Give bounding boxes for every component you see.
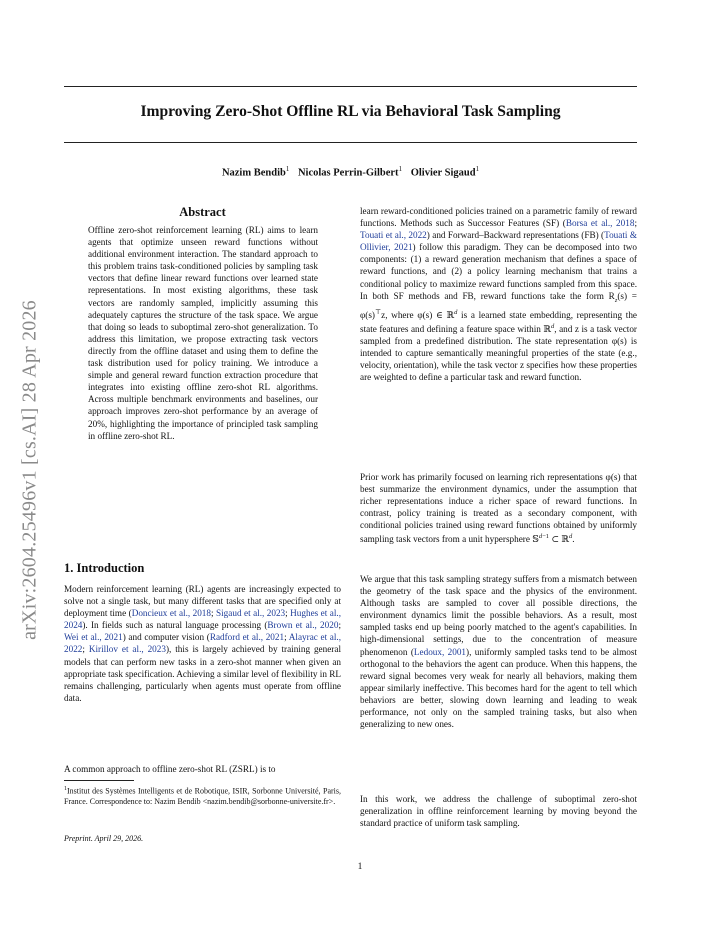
affiliation-mark: 1 [285,165,290,173]
right-paragraph-4: In this work, we address the challenge of suboptimal zero-shot generalization in offline reinforcement learning by moving beyond the standard practice of uniform task sampling. [360,794,637,829]
citation-link[interactable]: Touati et al., 2022 [360,230,427,241]
page-number: 1 [357,862,363,872]
abstract-text: Offline zero-shot reinforcement learning (RL) aims to learn agents that optimize unseen reward functions without additional environment interaction. The standard approach to this problem trains task-conditioned policies by sampling task vectors that define linear reward functions over learned state representations. In most existing algorithms, these task vectors are randomly sampled, implicitly assuming this adequately captures the structure of the task space. We argue that doing so leads to suboptimal zero-shot generalization. To address this limitation, we propose extracting task vectors directly from the offline dataset and using them to define the task distribution used for policy training. We introduce a simple and general reward function extraction procedure that integrates into existing offline zero-shot RL algorithms. Across multiple benchmark environments and baselines, our approach improves zero-shot performance by an average of 20%, highlighting the importance of principled task sampling in offline zero-shot RL. [88,225,318,441]
author-list [64,165,637,179]
title-top-rule [64,86,637,87]
citation-link[interactable]: Wei et al., 2021 [64,632,123,643]
abstract-heading: Abstract [179,205,226,219]
citation-link[interactable]: Kirillov et al., 2023 [88,644,166,655]
preprint-date: Preprint. April 29, 2026. [64,834,144,843]
citation-link[interactable]: Brown et al., 2020 [267,620,339,631]
author-name: Nicolas Perrin-Gilbert [297,167,399,179]
right-paragraph-3: We argue that this task sampling strategy suffers from a mismatch between the geometry of the task space and the physics of the environment. Although tasks are sampled to cover all possible directions, the environment dynamics limit the possible behaviors. As a result, most sampled tasks end up being poorly matched to the agent's capabilities. In high-dimensional settings, due to the concentration of measure phenomenon (Ledoux, 2001), uniformly sampled tasks tend to be almost orthogonal to the behaviors the agent can produce. When this happens, the reward signal becomes very weak for nearly all behaviors, making them appear similarly ineffective. This becomes hard for the agent to tell which behaviors are better, slowing down learning and leading to weak performance, not only on the sampled training tasks, but also when generalizing to new ones. [360,574,637,730]
citation-link[interactable]: Sigaud et al., 2023 [216,608,286,619]
citation-link[interactable]: Radford et al., 2021 [209,632,285,643]
right-paragraph-1: learn reward-conditioned policies trained on a parametric family of reward functions. Methods such as Successor Features (SF) (Borsa et al., 2018; Touati et al., 2022) and Forward–Backward representations (FB) (Touati & Ollivier, 2021) follow this paradigm. They can be decomposed into two components: (1) a reward generation mechanism that defines a space of reward functions, and (2) a policy learning mechanism that trains a conditional policy to maximize reward functions sampled from this space. In both SF methods and FB, reward functions take the form $R_z(s) = \varphi(s)^⊤z$, where φ(s) ∈ ℝ$^d$ is a learned state embedding, representing the state features and defining a feature space within ℝ$^d$, and z is a task vector sampled from a predefined distribution. The state representation φ(s) is intended to capture semantically meaningful properties of the state (e.g., velocity, orientation), while the task vector z specifies how these properties are weighted to define a particular task and reward function. [360,206,637,383]
citation-link[interactable]: Borsa et al., 2018 [565,218,635,229]
author-name: Nazim Bendib [221,167,286,179]
section-heading-introduction: 1. Introduction [64,561,145,575]
citation-link[interactable]: Hughes et al., 2024 [64,608,341,631]
citation-link[interactable]: Ledoux, 2001 [413,646,467,657]
intro-paragraph-1: Modern reinforcement learning (RL) agents are increasingly expected to solve not a single task, but many different tasks that are specified only at deployment time (Doncieux et al., 2018; Sigaud et al., 2023; Hughes et al., 2024). In fields such as natural language processing (Brown et al., 2020; Wei et al., 2021) and computer vision (Radford et al., 2021; Alayrac et al., 2022; Kirillov et al., 2023), this is largely achieved by training general models that can perform new tasks in a zero-shot manner when given an appropriate task specification. Achieving a similar level of flexibility in RL remains challenging, particularly when agents must operate from offline data. [64,584,341,703]
citation-link[interactable]: Doncieux et al., 2018 [131,608,211,619]
affiliation-mark: 1 [475,165,480,173]
paper-title: Improving Zero-Shot Offline RL via Behavioral Task Sampling [140,103,561,120]
citation-link[interactable]: Touati & Ollivier, 2021 [360,230,637,253]
title-bottom-rule [64,142,637,143]
affiliation-mark: 1 [398,165,403,173]
affiliation-footnote: $^1$Institut des Systèmes Intelligents et de Robotique, ISIR, Sorbonne Université, Paris, France. Correspondence to: Nazim Bendib <nazim.bendib@sorbonne-universite.fr>. [64,786,341,806]
author-name: Olivier Sigaud [410,167,476,179]
citation-link[interactable]: Alayrac et al., 2022 [64,632,341,655]
intro-paragraph-2: A common approach to offline zero-shot RL (ZSRL) is to [64,764,276,774]
arxiv-side-label: arXiv:2604.25496v1 [cs.AI] 28 Apr 2026 [18,300,41,640]
footnote-rule [64,780,134,781]
right-paragraph-2: Prior work has primarily focused on learning rich representations φ(s) that best summarize the environment dynamics, under the assumption that richer representations induce a richer space of reward functions. In contrast, policy training is treated as a secondary component, with conditional policies trained using reward functions obtained by uniformly sampling task vectors from a unit hypersphere 𝕊$^{d-1}$ ⊂ ℝ$^d$. [360,472,637,545]
